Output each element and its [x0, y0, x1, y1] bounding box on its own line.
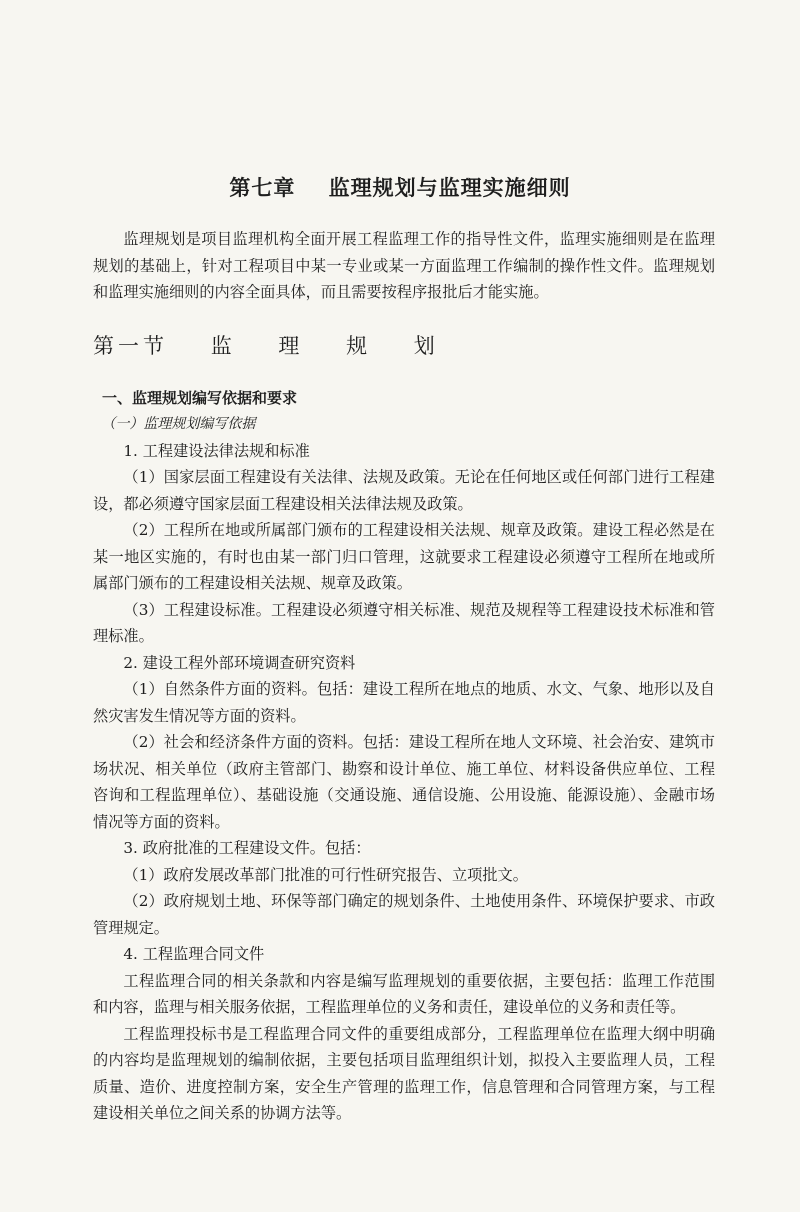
paragraph-natural-conditions: （1）自然条件方面的资料。包括：建设工程所在地点的地质、水文、气象、地形以及自然灾害发生情况等方面的资料。 [93, 680, 715, 725]
paragraph-feasibility-report: （1）政府发展改革部门批准的可行性研究报告、立项批文。 [123, 865, 528, 884]
subheading-government-documents: 3. 政府批准的工程建设文件。包括： [123, 839, 371, 857]
intro-paragraph: 监理规划是项目监理机构全面开展工程监理工作的指导性文件，监理实施细则是在监理规划的基础上，针对工程项目中某一专业或某一方面监理工作编制的操作性文件。监理规划和监理实施细则的内容全面具体，而且需要按程序报批后才能实施。 [93, 230, 715, 301]
page-body [93, 226, 715, 1127]
paragraph-construction-standards: （3）工程建设标准。工程建设必须遵守相关标准、规范及规程等工程建设技术标准和管理标准。 [93, 600, 715, 645]
subheading-external-environment: 2. 建设工程外部环境调查研究资料 [123, 653, 356, 672]
paragraph-bid-documents: 工程监理投标书是工程监理合同文件的重要组成部分，工程监理单位在监理大纲中明确的内容均是监理规划的编制依据，主要包括项目监理组织计划，拟投入主要监理人员，工程质量、造价、进度控制方案，安全生产管理的监理工作，信息管理和合同管理方案，与工程建设相关单位之间关系的协调方法等。 [93, 1024, 715, 1122]
paragraph-planning-conditions: （2）政府规划土地、环保等部门确定的规划条件、土地使用条件、环境保护要求、市政管理规定。 [93, 892, 715, 937]
heading-level-2: （一）监理规划编写依据 [101, 416, 256, 432]
chapter-title: 第七章 监理规划与监理实施细则 [229, 176, 571, 200]
section-title: 第一节 监 理 规 划 [93, 333, 439, 358]
paragraph-local-regulations: （2）工程所在地或所属部门颁布的工程建设相关法规、规章及政策。建设工程必然是在某一地区实施的，有时也由某一部门归口管理，这就要求工程建设必须遵守工程所在地或所属部门颁布的工程建设相关法规、规章及政策。 [93, 521, 715, 592]
paragraph-contract-terms: 工程监理合同的相关条款和内容是编写监理规划的重要依据，主要包括：监理工作范围和内容，监理与相关服务依据，工程监理单位的义务和责任，建设单位的义务和责任等。 [93, 971, 715, 1016]
paragraph-social-economic: （2）社会和经济条件方面的资料。包括：建设工程所在地人文环境、社会治安、建筑市场状况、相关单位（政府主管部门、勘察和设计单位、施工单位、材料设备供应单位、工程咨询和工程监理单位）、基础设施（交通设施、通信设施、公用设施、能源设施）、金融市场情况等方面的资料。 [93, 733, 715, 831]
subheading-laws-standards: 1. 工程建设法律法规和标准 [123, 441, 310, 460]
heading-level-1: 一、监理规划编写依据和要求 [102, 388, 298, 407]
subheading-supervision-contract: 4. 工程监理合同文件 [123, 945, 265, 963]
paragraph-national-laws: （1）国家层面工程建设有关法律、法规及政策。无论在任何地区或任何部门进行工程建设，都必须遵守国家层面工程建设相关法律法规及政策。 [93, 468, 715, 513]
